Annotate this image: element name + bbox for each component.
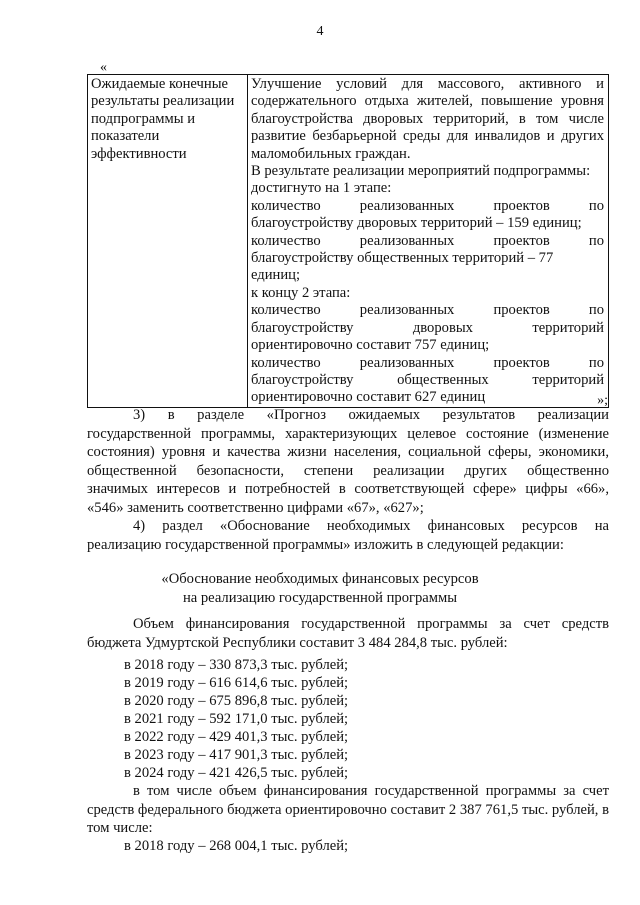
paragraph-line: состояния) уровня и качества жизни населения, социальной сферы, экономики, <box>87 444 609 460</box>
left-cell-line: Ожидаемые конечные <box>91 76 228 92</box>
paragraph-line: реализацию государственной программы» изложить в следующей редакции: <box>87 536 564 553</box>
right-cell-line: к концу 2 этапа: <box>251 284 351 301</box>
right-cell-line: развитие безбарьерной среды для инвалидов и других <box>251 128 604 145</box>
paragraph-line: «546» заменить соответственно цифрами «67», «627»; <box>87 499 424 516</box>
federal-funding-paragraph <box>87 782 609 838</box>
section-title-line: на реализацию государственной программы <box>182 589 458 606</box>
left-cell-line: подпрограммы и <box>91 110 196 127</box>
right-cell-line: благоустройству общественных территорий <box>251 371 604 388</box>
paragraph-line: том числе: <box>87 820 153 836</box>
table-left-cell <box>88 75 248 408</box>
left-cell-line: эффективности <box>91 145 187 162</box>
year-amount-2023: в 2023 году – 417 901,3 тыс. рублей; <box>124 747 349 763</box>
paragraph-line: в том числе объем финансирования государственной программы за счет <box>133 783 609 799</box>
year-amount-2024: в 2024 году – 421 426,5 тыс. рублей; <box>124 765 349 781</box>
year-amount-2019: в 2019 году – 616 614,6 тыс. рублей; <box>124 675 349 691</box>
right-cell-line: благоустройству дворовых территорий – 159 единиц; <box>251 215 582 232</box>
right-cell-line: ориентировочно составит 757 единиц; <box>251 337 490 354</box>
paragraph-line: бюджета Удмуртской Республики составит 3 484 284,8 тыс. рублей: <box>87 634 508 651</box>
funding-paragraph <box>87 615 609 652</box>
item-3-paragraph <box>87 406 609 517</box>
year-amount-2018: в 2018 году – 330 873,3 тыс. рублей; <box>124 657 349 673</box>
paragraph-line: 4) раздел «Обоснование необходимых финансовых ресурсов на <box>133 518 609 534</box>
right-cell-line: количество реализованных проектов по <box>251 232 604 249</box>
results-table <box>87 74 609 408</box>
paragraph-line: 3) в разделе «Прогноз ожидаемых результатов реализации <box>133 407 609 423</box>
right-cell-line: достигнуто на 1 этапе: <box>251 180 392 197</box>
page-number: 4 <box>316 24 324 39</box>
paragraph-line: Объем финансирования государственной программы за счет средств <box>133 616 609 632</box>
right-cell-line: маломобильных граждан. <box>251 145 411 162</box>
left-cell-line: показатели <box>91 128 160 145</box>
paragraph-line: общественной безопасности, степени реализации других общественно <box>87 462 609 479</box>
federal-amount-2018: в 2018 году – 268 004,1 тыс. рублей; <box>124 838 349 854</box>
year-amount-2020: в 2020 году – 675 896,8 тыс. рублей; <box>124 693 349 709</box>
section-title-line: «Обоснование необходимых финансовых ресурсов <box>161 571 479 587</box>
year-amount-2022: в 2022 году – 429 401,3 тыс. рублей; <box>124 729 349 745</box>
right-cell-line: количество реализованных проектов по <box>251 302 604 319</box>
right-cell-line: ориентировочно составит 627 единиц <box>251 389 486 406</box>
right-cell-line: содержательного отдыха жителей, повышение уровня <box>251 93 604 110</box>
paragraph-line: средств федерального бюджета ориентировочно составит 2 387 761,5 тыс. рублей, в <box>87 801 609 818</box>
closing-quote: »; <box>597 393 608 408</box>
year-amount-2021: в 2021 году – 592 171,0 тыс. рублей; <box>124 711 349 727</box>
right-cell-line: благоустройству дворовых территорий <box>251 319 604 336</box>
right-cell-line: В результате реализации мероприятий подпрограммы: <box>251 163 591 180</box>
paragraph-line: значимых интересов и потребностей в соответствующей сфере» цифры «66», <box>87 481 609 497</box>
paragraph-line: государственной программы, характеризующих целевое состояние (изменение <box>87 425 609 442</box>
table-right-cell <box>248 75 609 408</box>
left-cell-line: результаты реализации <box>91 93 235 110</box>
opening-quote: « <box>100 60 107 75</box>
right-cell-line: Улучшение условий для массового, активного и <box>251 76 604 92</box>
right-cell-line: количество реализованных проектов по <box>251 197 604 214</box>
right-cell-line: благоустройства дворовых территорий, в том числе <box>251 110 604 127</box>
section-title <box>0 570 640 607</box>
table-row <box>88 75 609 408</box>
right-cell-line: благоустройству общественных территорий – 77 единиц; <box>251 250 554 284</box>
right-cell-line: количество реализованных проектов по <box>251 354 604 371</box>
item-4-paragraph <box>87 517 609 554</box>
